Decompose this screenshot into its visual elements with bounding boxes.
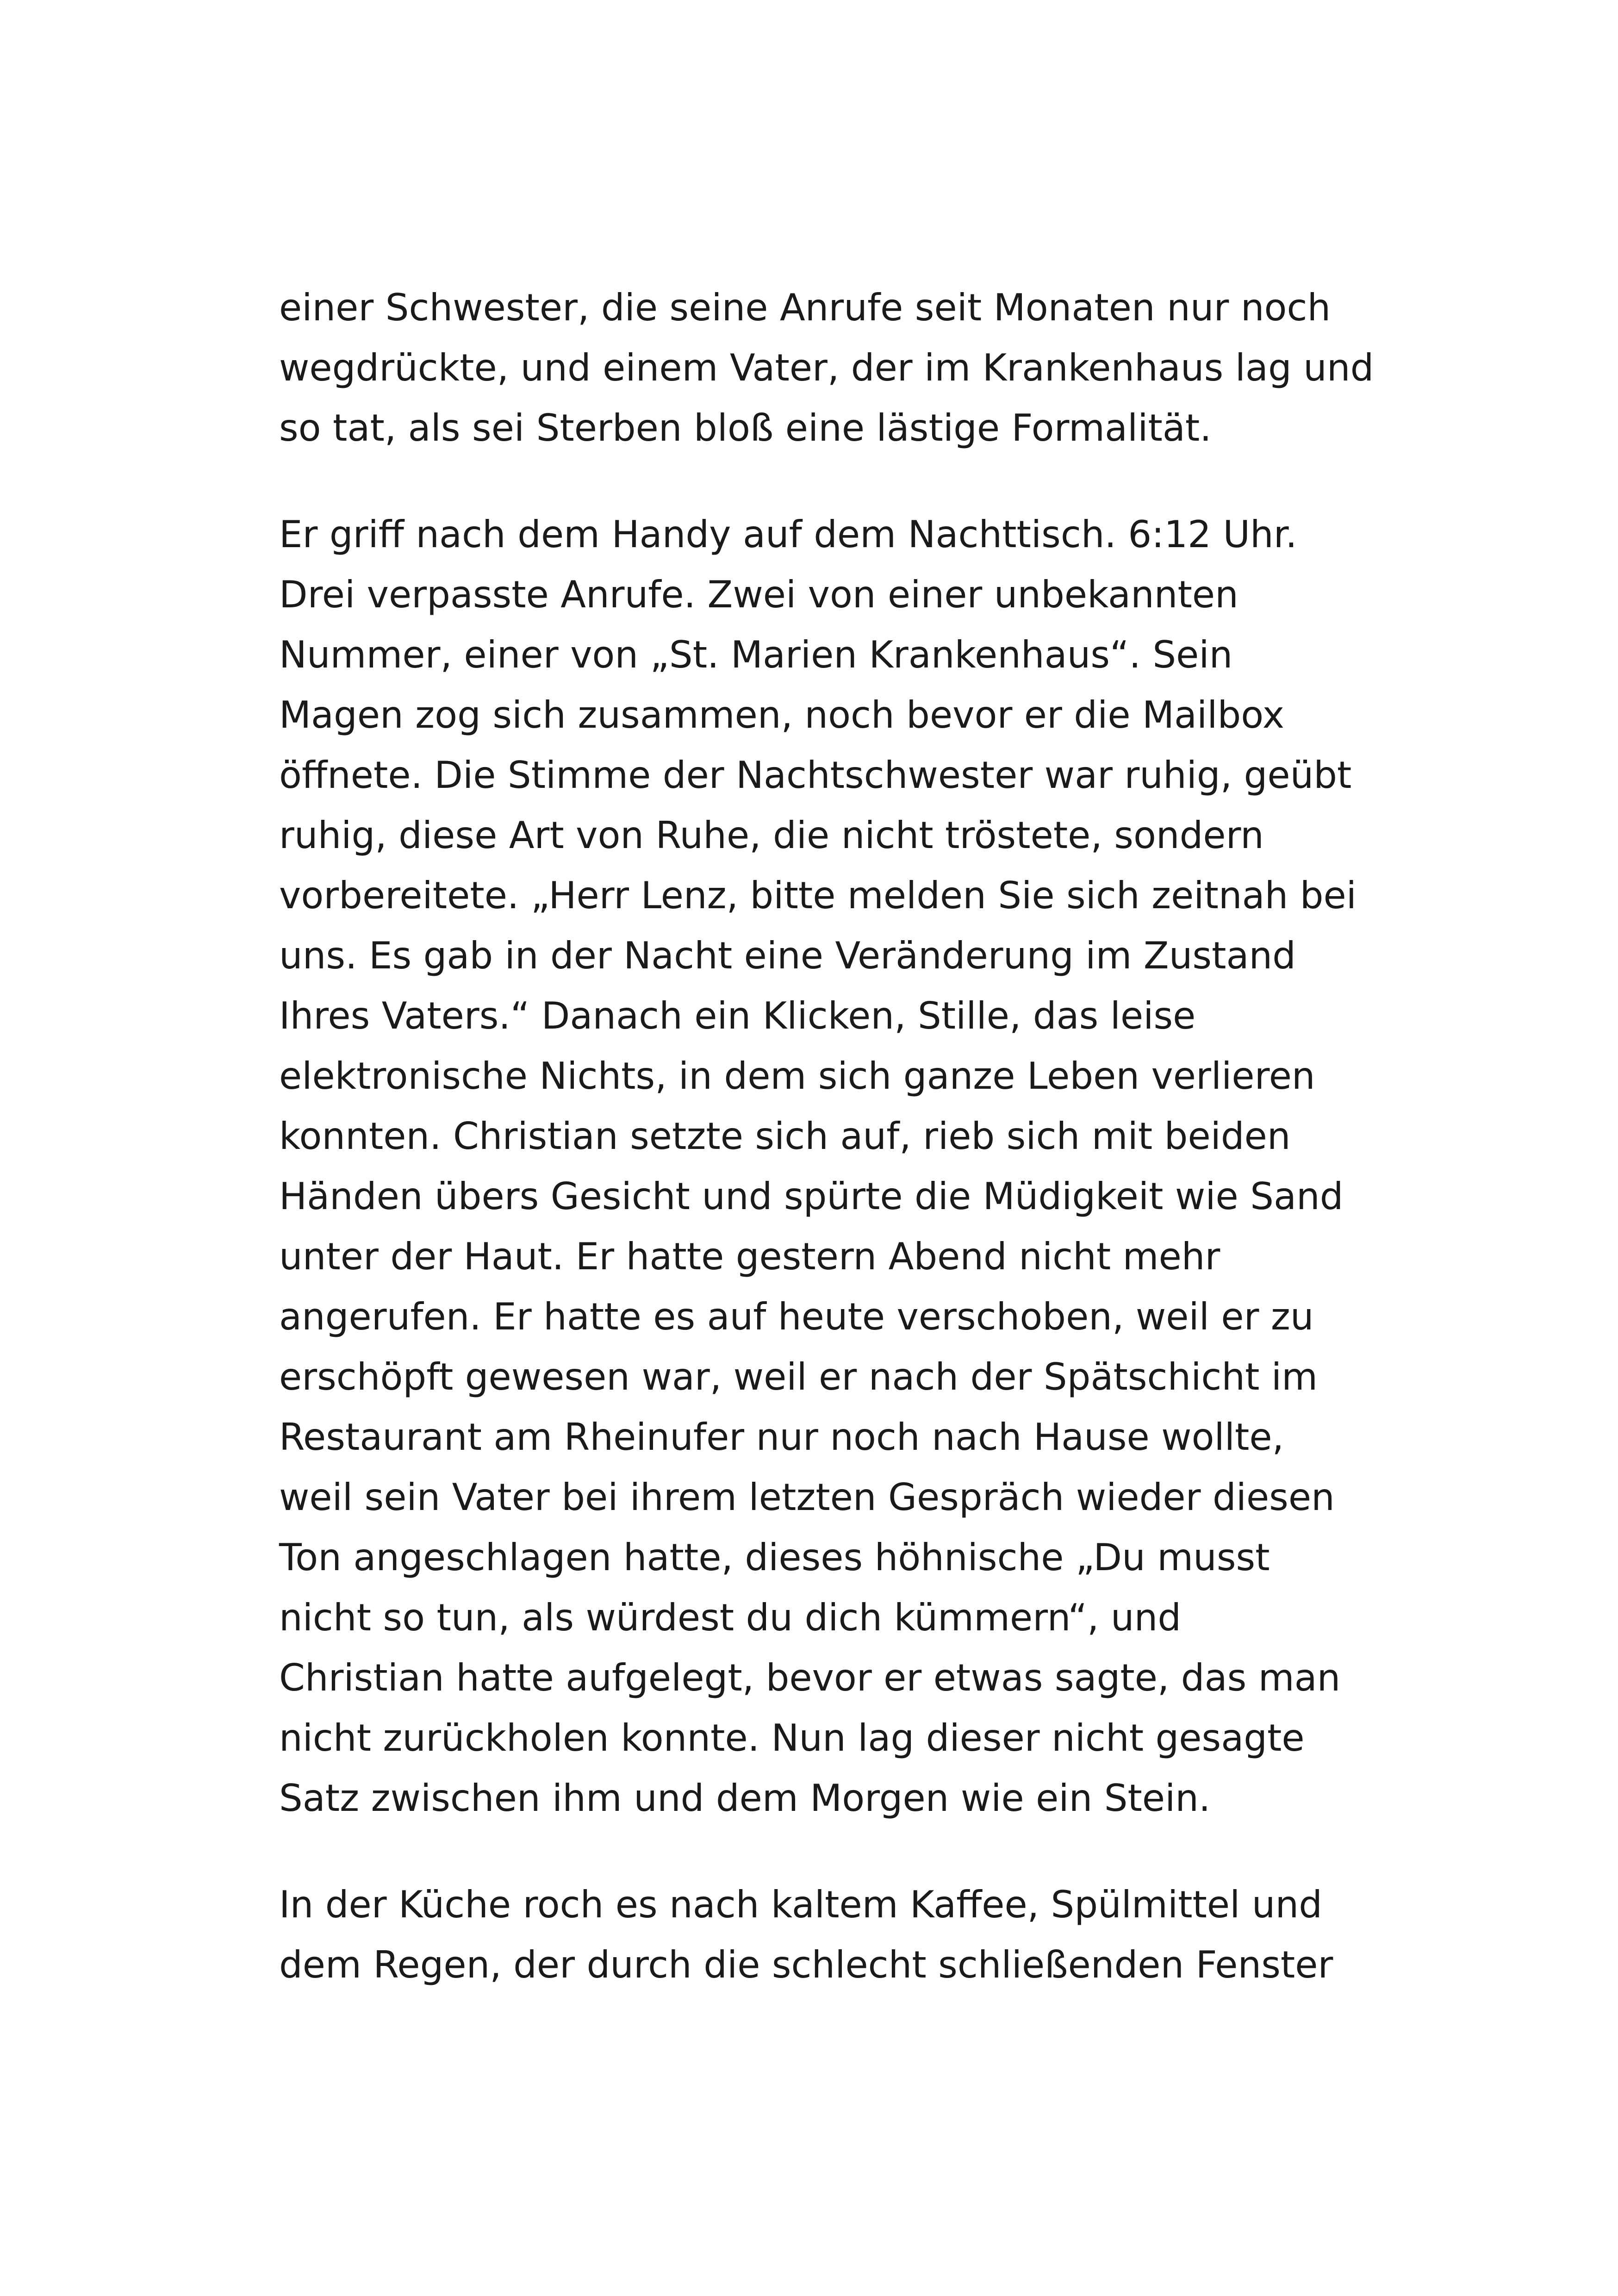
paragraph (279, 278, 1374, 458)
text-line: konnten. Christian setzte sich auf, rieb sich mit beiden (279, 1115, 1291, 1158)
paragraph (279, 1875, 1362, 1995)
text-line: Er griff nach dem Handy auf dem Nachttisch. 6:12 Uhr. (279, 513, 1297, 556)
text-line: unter der Haut. Er hatte gestern Abend nicht mehr (279, 1235, 1220, 1278)
text-line: elektronische Nichts, in dem sich ganze Leben verlieren (279, 1054, 1315, 1098)
text-line: Magen zog sich zusammen, noch bevor er die Mailbox (279, 693, 1285, 736)
text-line: angerufen. Er hatte es auf heute verschoben, weil er zu (279, 1295, 1314, 1338)
paragraph (279, 505, 1362, 1828)
text-line: Nummer, einer von „St. Marien Krankenhaus“. Sein (279, 633, 1233, 676)
text-line: Ton angeschlagen hatte, dieses höhnische „Du musst (279, 1536, 1270, 1579)
text-line: so tat, als sei Sterben bloß eine lästige Formalität. (279, 406, 1212, 449)
text-line: weil sein Vater bei ihrem letzten Gespräch wieder diesen (279, 1476, 1335, 1519)
text-line: einer Schwester, die seine Anrufe seit Monaten nur noch (279, 286, 1331, 329)
text-line: erschöpft gewesen war, weil er nach der Spätschicht im (279, 1355, 1318, 1398)
text-line: Satz zwischen ihm und dem Morgen wie ein Stein. (279, 1777, 1211, 1820)
text-line: wegdrückte, und einem Vater, der im Krankenhaus lag und (279, 346, 1374, 389)
text-line: vorbereitete. „Herr Lenz, bitte melden Sie sich zeitnah bei (279, 874, 1357, 917)
text-line: Restaurant am Rheinufer nur noch nach Hause wollte, (279, 1416, 1284, 1459)
text-line: ruhig, diese Art von Ruhe, die nicht tröstete, sondern (279, 814, 1264, 857)
body-text (279, 278, 1374, 1995)
text-line: nicht so tun, als würdest du dich kümmern“, und (279, 1596, 1182, 1639)
text-line: Händen übers Gesicht und spürte die Müdigkeit wie Sand (279, 1175, 1344, 1218)
text-line: Drei verpasste Anrufe. Zwei von einer unbekannten (279, 573, 1238, 616)
text-line: Ihres Vaters.“ Danach ein Klicken, Stille, das leise (279, 994, 1196, 1037)
paragraph-spacer (279, 458, 1362, 505)
text-line: In der Küche roch es nach kaltem Kaffee, Spülmittel und (279, 1883, 1322, 1926)
paragraph-spacer (279, 1828, 1362, 1875)
text-line: öffnete. Die Stimme der Nachtschwester war ruhig, geübt (279, 754, 1352, 797)
text-line: uns. Es gab in der Nacht eine Veränderung im Zustand (279, 934, 1296, 977)
text-line: Christian hatte aufgelegt, bevor er etwas sagte, das man (279, 1656, 1341, 1699)
text-line: nicht zurückholen konnte. Nun lag dieser nicht gesagte (279, 1716, 1305, 1759)
text-line: dem Regen, der durch die schlecht schließenden Fenster (279, 1943, 1333, 1986)
